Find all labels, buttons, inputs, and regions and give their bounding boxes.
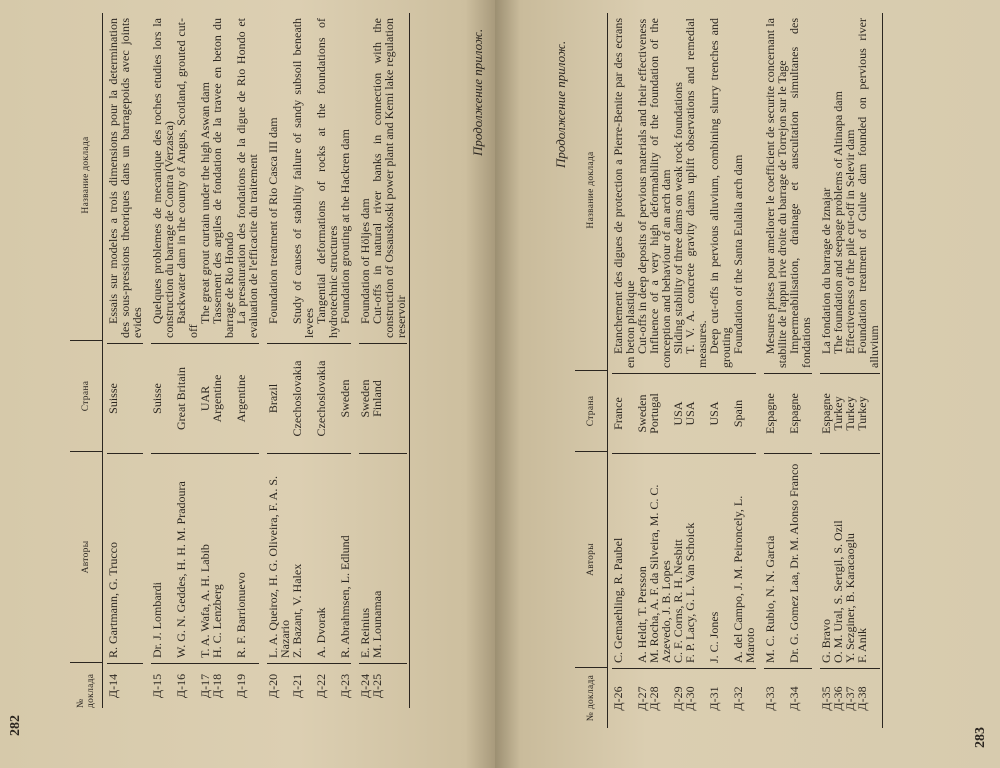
cell-country: USA [672, 373, 684, 453]
cell-authors: R. Gartmann, G. Trucco [107, 453, 143, 663]
table-row [151, 13, 175, 708]
table-body [103, 13, 409, 708]
cell-num: Д-30 [684, 668, 708, 728]
table-row [175, 13, 199, 708]
cell-authors: Z. Bazant, V. Halex [291, 453, 315, 663]
cell-authors: T. A. Wafa, A. H. Labib [199, 453, 211, 663]
table-row [684, 13, 708, 728]
cell-title: Influence of a very high deformability of the foundation of the conception and behaviour of an arch dam [647, 18, 673, 368]
cell-num: Д-26 [612, 668, 636, 728]
cell-country: Argentine [211, 343, 235, 453]
cell-num: Д-20 [267, 663, 291, 708]
cell-title: Effectiveness of the pile cut-off in Selevir dam [843, 129, 857, 354]
right-page [495, 0, 1000, 768]
cell-authors: R. Abrahmsen, L. Edlund [339, 453, 351, 663]
cell-title: Cut-offs in deep deposits of pervious materials and their effectiveness [635, 18, 649, 354]
table-row [235, 13, 259, 708]
table-row [315, 13, 339, 708]
cell-country: Suisse [107, 343, 143, 453]
cell-num: Д-33 [764, 668, 788, 728]
cell-title: Mesures prises pour ameliorer le coefficient de securite concernant la stabilite de l'appui rive droite du barrage de Torrejon sur le Tage [763, 18, 789, 368]
cell-num: Д-17 [199, 663, 211, 708]
cell-num: Д-16 [175, 663, 199, 708]
cell-title: Deep cut-offs in pervious alluvium, combining slurry trenches and grouting [707, 18, 733, 368]
cell-num: Д-34 [788, 668, 812, 728]
cell-title: The foundation and seepage problems of Altinapa dam [831, 91, 845, 354]
cell-authors: C. Gemaehling, R. Paubel [612, 453, 636, 668]
cell-authors: C. F. Corns, R. H. Nesbitt [672, 453, 684, 668]
cell-num: Д-36 [832, 668, 844, 728]
cell-country: Great Britain [175, 343, 199, 453]
cell-num: Д-22 [315, 663, 339, 708]
cell-title: Backwater dam in the county of Angus, Scotland, grouted cut-off [174, 18, 200, 338]
cell-country: Sweden [339, 343, 351, 453]
cell-country: Czechoslovakia [291, 343, 315, 453]
cell-num: Д-32 [732, 668, 756, 728]
cell-title: Foundation grouting at the Hackren dam [338, 129, 352, 324]
cell-authors: R. F. Barrionuevo [235, 453, 259, 663]
cell-num: Д-29 [672, 668, 684, 728]
cell-authors: M. C. Rubio, N. N. Garcia [764, 453, 788, 668]
cell-title: Cut-offs in natural river banks in connection with the construction of Ossauskoski power plant and Kemi lake regulation reservoir [370, 18, 408, 338]
cell-title: Impermeabilisation, drainage et auscultation simultanes des fondations [787, 18, 813, 368]
cell-authors: F. P. Lacy, G. L. Van Schoick [684, 453, 708, 668]
cell-title: Quelques problemes de mecanique des roches etudies lors la construction du barrage de Contra (Verzasca) [150, 18, 176, 338]
cell-authors: H. C. Lenzberg [211, 453, 235, 663]
cell-authors: A. del Campo, J. M. Peironcely, L. Maroto [732, 453, 756, 668]
cell-country: Czechoslovakia [315, 343, 339, 453]
cell-title: T. V. A. concrete gravity dams uplift observations and remedial measures. [683, 18, 709, 368]
table-header [70, 13, 103, 708]
cell-authors: G. Bravo [820, 453, 832, 668]
column-header-num: № доклада [70, 662, 102, 708]
reports-table [575, 13, 883, 728]
cell-title: Study of causes of stability failure of sandy subsoil beneath levees [290, 18, 316, 338]
cell-title: The great grout curtain under the high Aswan dam [198, 82, 212, 324]
cell-title: Foundation treatment of Rio Casca III dam [266, 117, 280, 324]
cell-country: Sweden [359, 343, 371, 453]
cell-authors: E. Reinius [359, 453, 371, 663]
cell-country: Espagne [788, 373, 812, 453]
table-row [211, 13, 235, 708]
column-header-num: № доклада [575, 667, 607, 728]
cell-country: USA [708, 373, 732, 453]
cell-title: Tangential deformations of rocks at the foundations of hydrotechnic structures [314, 18, 340, 338]
cell-title: Foundation of the Santa Eulalia arch dam [731, 154, 745, 354]
cell-title: Etanchement des digues de protection a Pierre-Benite par des ecrans en beton plastique [611, 18, 637, 368]
table-row [648, 13, 672, 728]
table-body [608, 13, 882, 728]
cell-title: Foundation of Höljes dam [358, 198, 372, 324]
table-row [788, 13, 812, 728]
table-row [267, 13, 291, 708]
cell-num: Д-38 [856, 668, 880, 728]
cell-num: Д-37 [844, 668, 856, 728]
page-number: 282 [8, 715, 23, 736]
table-row [107, 13, 143, 708]
table-row [612, 13, 636, 728]
cell-num: Д-28 [648, 668, 672, 728]
right-page-content [495, 0, 1000, 768]
table-row [371, 13, 407, 708]
cell-num: Д-25 [371, 663, 407, 708]
cell-authors: O. M. Ural, S. Sertgil, S. Ozil [832, 453, 844, 668]
cell-num: Д-23 [339, 663, 351, 708]
continuation-label: Продолжение прилож. [553, 40, 568, 168]
cell-authors: Y. Sezginer, B. Karacaoglu [844, 453, 856, 668]
cell-authors: L. A. Queiroz, H. G. Oliveira, F. A. S. Nazario [267, 453, 291, 663]
cell-num: Д-19 [235, 663, 259, 708]
row-gap [351, 13, 359, 708]
column-header-authors: Авторы [575, 451, 607, 667]
cell-title: La fondation du barrage de Iznajar [819, 187, 833, 354]
cell-authors: Dr. J. Lombardi [151, 453, 175, 663]
cell-authors: M. Rocha, A. F. da Silveira, M. C. C. Azevedo, J. B. Lopes [648, 453, 672, 668]
table-row [708, 13, 732, 728]
column-header-country: Страна [70, 340, 102, 451]
cell-country: Portugal [648, 373, 672, 453]
cell-authors: F. Anik [856, 453, 880, 668]
table-header [575, 13, 608, 728]
left-page [0, 0, 495, 768]
table-row [732, 13, 756, 728]
cell-country: Turkey [832, 373, 844, 453]
cell-authors: A. Heldt, T. Persson [636, 453, 648, 668]
cell-country: France [612, 373, 636, 453]
cell-title: Tassement des argiles de fondation de la travee en beton du barrage de Rio Hondo [210, 18, 236, 338]
table-row [856, 13, 880, 728]
cell-country: UAR [199, 343, 211, 453]
cell-country: Sweden [636, 373, 648, 453]
cell-num: Д-35 [820, 668, 832, 728]
table-row [291, 13, 315, 708]
cell-num: Д-21 [291, 663, 315, 708]
cell-country: Espagne [764, 373, 788, 453]
cell-country: Finland [371, 343, 407, 453]
table-row [339, 13, 351, 708]
cell-title: Sliding stability of three dams on weak rock foundations [671, 82, 685, 354]
cell-authors: A. Dvorak [315, 453, 339, 663]
cell-country: USA [684, 373, 708, 453]
table-row [764, 13, 788, 728]
cell-num: Д-31 [708, 668, 732, 728]
column-header-authors: Авторы [70, 451, 102, 662]
cell-authors: J. C. Jones [708, 453, 732, 668]
cell-num: Д-14 [107, 663, 143, 708]
column-header-title: Название доклада [586, 151, 596, 229]
cell-authors: M. Lounamaa [371, 453, 407, 663]
column-header-country: Страна [575, 370, 607, 451]
cell-authors: W. G. N. Geddes, H. H. M. Pradoura [175, 453, 199, 663]
left-page-content [0, 0, 495, 768]
cell-country: Spain [732, 373, 756, 453]
continuation-label: Продолжение прилож. [470, 28, 485, 156]
cell-title: Essais sur modeles a trois dimensions pour la determination des sous-pressions theoriques dans un barragepoids avec joints evides [106, 18, 144, 338]
cell-num: Д-27 [636, 668, 648, 728]
cell-country: Argentine [235, 343, 259, 453]
cell-title: Foundation treatment of Gulue dam founded on pervious river alluvium [855, 18, 881, 368]
cell-num: Д-18 [211, 663, 235, 708]
cell-title: La presaturation des fondations de la digue de Rio Hondo et evaluation de l'efficacite du traitement [234, 18, 260, 338]
cell-country: Turkey [856, 373, 880, 453]
column-header-title: Название доклада [81, 136, 91, 214]
cell-country: Turkey [844, 373, 856, 453]
page-number: 283 [973, 727, 988, 748]
cell-country: Suisse [151, 343, 175, 453]
cell-num: Д-15 [151, 663, 175, 708]
cell-num: Д-24 [359, 663, 371, 708]
cell-country: Brazil [267, 343, 291, 453]
cell-country: Espagne [820, 373, 832, 453]
cell-authors: Dr. G. Gomez Laa, Dr. M. Alonso Franco [788, 453, 812, 668]
reports-table [70, 13, 410, 708]
